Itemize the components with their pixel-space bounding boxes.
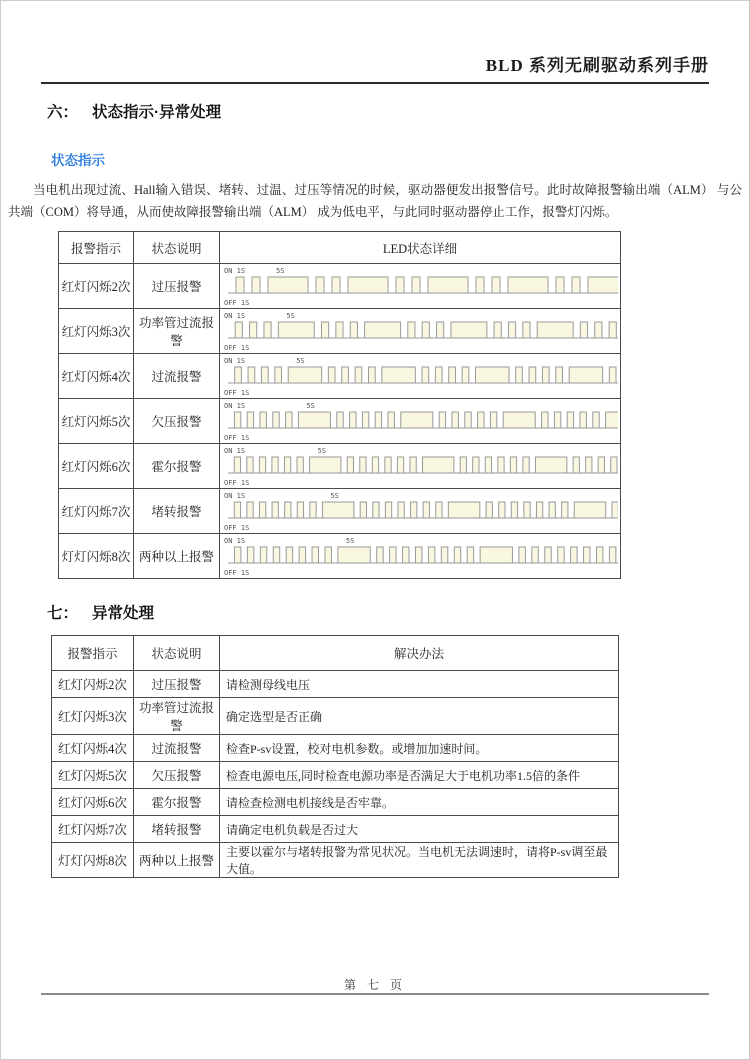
alarm-indicator-cell: 红灯闪烁4次 [59,354,134,399]
status-description-cell: 两种以上报警 [134,534,220,579]
led-detail-cell [220,309,621,354]
status-description-cell: 过压报警 [134,264,220,309]
solution-col-header-alarm: 报警指示 [52,636,134,671]
status-col-header-alarm: 报警指示 [59,232,134,264]
page-number: 第 七 页 [343,978,406,992]
waveform-time-label: ON 1S [224,267,246,275]
status-description-cell: 两种以上报警 [134,843,220,878]
solution-table-body [52,671,619,878]
alarm-indicator-cell: 红灯闪烁6次 [59,444,134,489]
waveform-time-label: ON 1S [224,312,246,320]
section-6-heading [47,100,749,122]
status-table-header-row [59,232,621,264]
status-table-row [59,489,621,534]
status-description-cell: 过流报警 [134,354,220,399]
status-description-cell: 功率管过流报警 [134,698,220,735]
alarm-indicator-cell: 红灯闪烁4次 [52,735,134,762]
solution-table-row [52,698,619,735]
alarm-indicator-cell: 红灯闪烁5次 [52,762,134,789]
section-7-title: 异常处理 [92,605,155,622]
alarm-indicator-cell: 红灯闪烁2次 [59,264,134,309]
status-table-row [59,354,621,399]
page-footer [41,975,709,995]
waveform-time-label: 5S [330,492,339,500]
alarm-indicator-cell: 红灯闪烁3次 [59,309,134,354]
waveform-time-label: OFF 1S [224,524,250,532]
status-description-cell: 功率管过流报警 [134,309,220,354]
waveform-time-label: 5S [276,267,285,275]
led-waveform [220,489,618,533]
status-description-cell: 堵转报警 [134,489,220,534]
status-col-header-state: 状态说明 [134,232,220,264]
document-header [41,1,709,84]
waveform-time-label: OFF 1S [224,434,250,442]
waveform-time-label: 5S [317,447,327,455]
status-description-cell: 欠压报警 [134,762,220,789]
solution-cell: 确定选型是否正确 [220,698,619,735]
alarm-indicator-cell: 红灯闪烁5次 [59,399,134,444]
solution-table-header-row [52,636,619,671]
solution-col-header-fix: 解决办法 [220,636,619,671]
led-detail-cell [220,399,621,444]
alarm-indicator-cell: 灯灯闪烁8次 [52,843,134,878]
waveform-time-label: OFF 1S [224,569,250,577]
solution-cell: 请确定电机负载是否过大 [220,816,619,843]
alarm-indicator-cell: 红灯闪烁7次 [52,816,134,843]
led-detail-cell [220,444,621,489]
waveform-time-label: 5S [306,402,315,410]
led-detail-cell [220,489,621,534]
solution-table-row [52,671,619,698]
status-col-header-led: LED状态详细 [220,232,621,264]
waveform-time-label: ON 1S [224,537,246,545]
status-table-row [59,399,621,444]
status-indication-subtitle: 状态指示 [51,153,105,168]
led-detail-cell [220,354,621,399]
waveform-time-label: ON 1S [224,492,246,500]
solution-cell: 检查电源电压,同时检查电源功率是否满足大于电机功率1.5倍的条件 [220,762,619,789]
led-waveform [220,399,618,443]
status-description-cell: 霍尔报警 [134,444,220,489]
section-7-number: 七： [47,605,79,622]
waveform-time-label: OFF 1S [224,344,250,352]
status-table-row [59,309,621,354]
alarm-indicator-cell: 红灯闪烁2次 [52,671,134,698]
solution-cell: 主要以霍尔与堵转报警为常见状况。当电机无法调速时，请将P-sv调至最大值。 [220,843,619,878]
status-description-cell: 欠压报警 [134,399,220,444]
status-description-cell: 过流报警 [134,735,220,762]
waveform-time-label: 5S [345,537,355,545]
status-table-row [59,444,621,489]
waveform-time-label: 5S [296,357,305,365]
status-table-body [59,264,621,579]
status-description-cell: 堵转报警 [134,816,220,843]
led-waveform [220,354,618,398]
solution-col-header-state: 状态说明 [134,636,220,671]
led-detail-cell [220,534,621,579]
document-title: BLD 系列无刷驱动系列手册 [485,56,709,75]
solution-cell: 请检查检测电机接线是否牢靠。 [220,789,619,816]
led-waveform [220,309,618,353]
solution-cell: 检查P-sv设置，校对电机参数。或增加加速时间。 [220,735,619,762]
solution-table-row [52,816,619,843]
led-waveform [220,264,618,308]
status-indication-paragraph: 当电机出现过流、Hall输入错误、堵转、过温、过压等情况的时候，驱动器便发出报警信号。此时故障报警输出端（ALM） 与公共端（COM）将导通，从而使故障报警输出端（ALM） 成为低电平，与此同时驱动器停止工作，报警灯闪烁。 [8,183,742,219]
waveform-time-label: ON 1S [224,447,246,455]
alarm-indicator-cell: 红灯闪烁3次 [52,698,134,735]
status-table [58,231,621,579]
solution-cell: 请检测母线电压 [220,671,619,698]
alarm-indicator-cell: 红灯闪烁6次 [52,789,134,816]
waveform-time-label: OFF 1S [224,479,250,487]
led-waveform [220,444,618,488]
solution-table-row [52,762,619,789]
solution-table [51,635,619,878]
waveform-time-label: OFF 1S [224,389,250,397]
solution-table-row [52,789,619,816]
solution-table-row [52,735,619,762]
led-detail-cell [220,264,621,309]
alarm-indicator-cell: 灯灯闪烁8次 [59,534,134,579]
status-table-row [59,264,621,309]
alarm-indicator-cell: 红灯闪烁7次 [59,489,134,534]
led-waveform [220,534,618,578]
status-description-cell: 过压报警 [134,671,220,698]
waveform-time-label: 5S [286,312,295,320]
waveform-time-label: OFF 1S [224,299,250,307]
section-6-number: 六： [47,104,79,121]
waveform-time-label: ON 1S [224,402,246,410]
section-6-title: 状态指示·异常处理 [92,104,222,121]
status-table-row [59,534,621,579]
status-description-cell: 霍尔报警 [134,789,220,816]
waveform-time-label: ON 1S [224,357,246,365]
section-7-heading [47,601,749,623]
solution-table-row [52,843,619,878]
